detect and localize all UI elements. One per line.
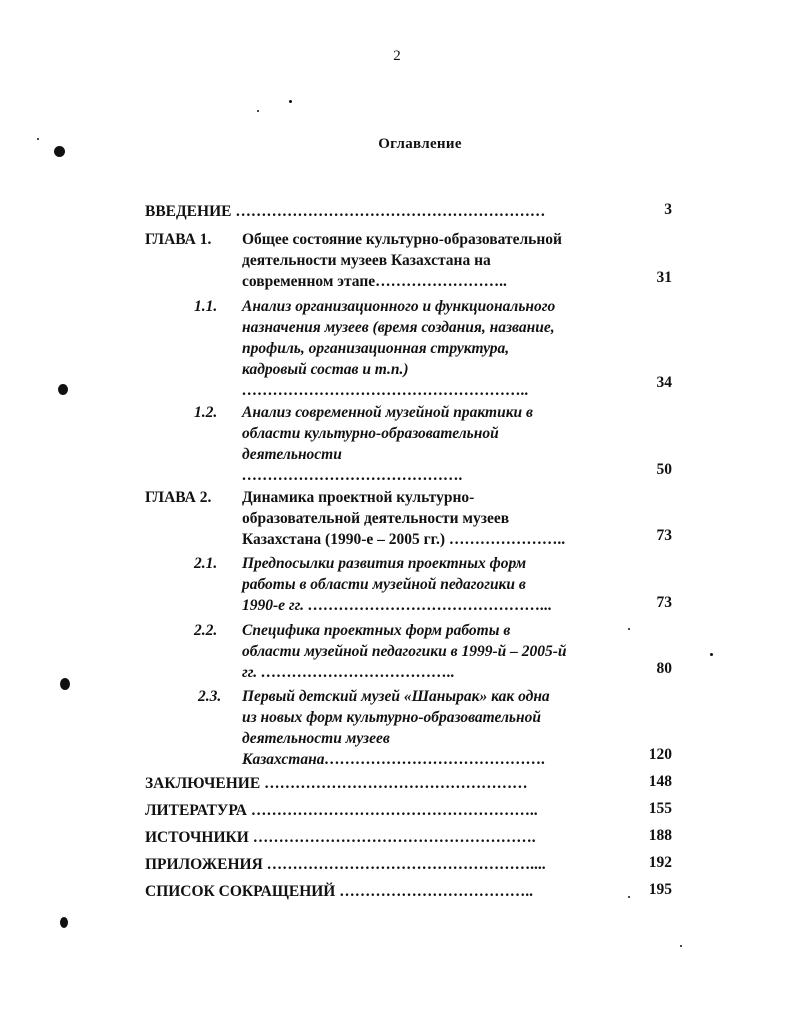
dust-speck: [628, 896, 630, 898]
entry-line: области культурно-образовательной: [242, 425, 499, 442]
entry-line: Казахстана…………………………………….: [242, 751, 546, 768]
entry-line: ………………………………………………..: [242, 382, 529, 399]
dust-speck: [680, 945, 682, 947]
entry-line: современном этапе……………………..: [242, 273, 507, 290]
entry-page: 195: [648, 881, 672, 898]
dust-speck: [257, 110, 259, 112]
entry-line: СПИСОК СОКРАЩЕНИЙ ………………………………..: [145, 883, 533, 900]
toc-entry-2-3-label: 2.3.: [198, 688, 222, 705]
entry-line: области музейной педагогики в 1999-й – 2005-й: [242, 643, 567, 660]
page-number: 2: [393, 48, 401, 64]
entry-page: 192: [648, 854, 672, 871]
entry-line: деятельности музеев: [242, 730, 390, 747]
toc-entry-1-2-label: 1.2.: [194, 404, 218, 421]
entry-page: 3: [664, 201, 672, 218]
entry-line: Казахстана (1990-е – 2005 гг.) …………………..: [242, 531, 566, 548]
toc-entry-chapter-1[interactable]: [242, 229, 562, 292]
toc-entry-abbreviations[interactable]: [145, 881, 533, 902]
entry-line: Общее состояние культурно-образовательной: [242, 231, 562, 248]
entry-line: деятельности: [242, 446, 342, 463]
entry-page: 50: [656, 461, 672, 478]
toc-entry-1-2[interactable]: [242, 402, 533, 486]
entry-line: ЗАКЛЮЧЕНИЕ ……………………………………………: [145, 775, 528, 792]
entry-page: 188: [648, 827, 672, 844]
entry-line: ВВЕДЕНИЕ ……………………………………………………: [145, 203, 546, 220]
toc-entry-1-1-label: 1.1.: [194, 298, 218, 315]
entry-page: 80: [656, 660, 672, 677]
toc-entry-2-1[interactable]: [242, 553, 552, 616]
entry-line: работы в области музейной педагогики в: [242, 576, 526, 593]
entry-line: Первый детский музей «Шанырак» как одна: [242, 688, 550, 705]
entry-line: 1990-е гг. ………………………………………...: [242, 597, 553, 614]
toc-entry-2-1-label: 2.1.: [194, 555, 218, 572]
toc-entry-conclusion[interactable]: [145, 773, 528, 794]
toc-entry-introduction[interactable]: [145, 201, 545, 222]
entry-line: Предпосылки развития проектных форм: [242, 555, 527, 572]
punch-hole-mark: [60, 917, 68, 928]
entry-line: ЛИТЕРАТУРА ………………………………………………..: [145, 802, 538, 819]
toc-entry-appendices[interactable]: [145, 854, 546, 875]
entry-line: Анализ современной музейной практики в: [242, 404, 533, 421]
toc-entry-sources[interactable]: [145, 827, 536, 848]
entry-line: профиль, организационная структура,: [242, 340, 510, 357]
dust-speck: [628, 628, 630, 630]
punch-hole-mark: [60, 678, 70, 690]
toc-entry-chapter-2[interactable]: [242, 487, 565, 550]
entry-page: 155: [648, 800, 672, 817]
toc-entry-chapter-2-label: ГЛАВА 2.: [145, 489, 212, 506]
toc-entry-2-2[interactable]: [242, 620, 567, 683]
toc-entry-literature[interactable]: [145, 800, 538, 821]
entry-line: назначения музеев (время создания, название,: [242, 319, 555, 336]
entry-line: образовательной деятельности музеев: [242, 510, 510, 527]
entry-page: 34: [656, 374, 672, 391]
toc-entry-2-3[interactable]: [242, 686, 550, 770]
entry-line: кадровый состав и т.п.): [242, 361, 409, 378]
toc-title: Оглавление: [378, 136, 462, 152]
entry-line: ИСТОЧНИКИ ……………………………………………….: [145, 829, 536, 846]
entry-page: 148: [648, 773, 672, 790]
entry-line: Анализ организационного и функционального: [242, 298, 556, 315]
dust-speck: [289, 100, 292, 103]
toc-entry-2-2-label: 2.2.: [194, 622, 218, 639]
entry-line: гг. ………………………………..: [242, 664, 455, 681]
entry-line: из новых форм культурно-образовательной: [242, 709, 541, 726]
toc-entry-1-1[interactable]: [242, 296, 555, 401]
entry-line: ПРИЛОЖЕНИЯ ……………………………………………....: [145, 856, 546, 873]
entry-page: 73: [656, 527, 672, 544]
punch-hole-mark: [54, 146, 65, 157]
entry-page: 73: [656, 594, 672, 611]
entry-line: Специфика проектных форм работы в: [242, 622, 511, 639]
entry-line: деятельности музеев Казахстана на: [242, 252, 491, 269]
dust-speck: [710, 653, 713, 656]
entry-page: 120: [648, 746, 672, 763]
entry-line: …………………………………….: [242, 467, 463, 484]
entry-page: 31: [656, 269, 672, 286]
dust-speck: [37, 138, 39, 140]
punch-hole-mark: [58, 384, 68, 395]
toc-entry-chapter-1-label: ГЛАВА 1.: [145, 231, 212, 248]
entry-line: Динамика проектной культурно-: [242, 489, 475, 506]
